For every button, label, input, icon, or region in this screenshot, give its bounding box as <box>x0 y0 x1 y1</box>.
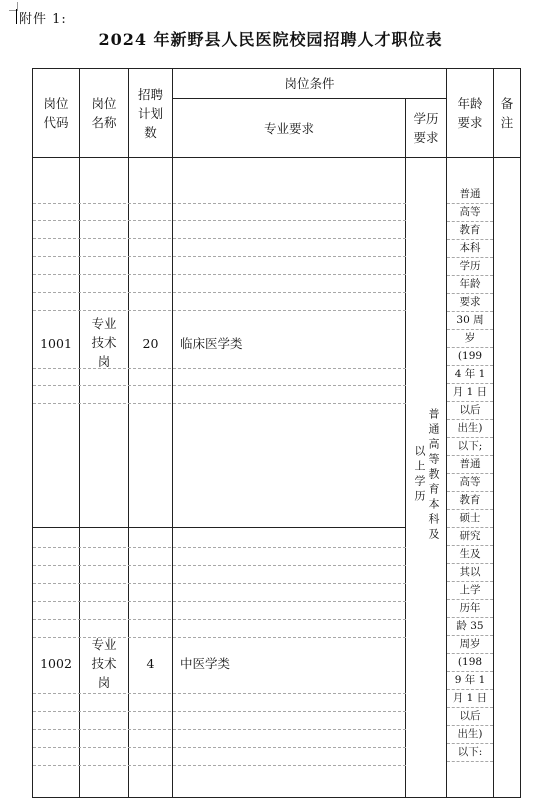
age-requirement-line: 学历 <box>459 260 481 272</box>
header-education: 学历 要求 <box>413 111 439 145</box>
age-requirement-line: 周岁 <box>459 638 481 650</box>
education-requirement-text: 普通高等教育本科及以上学历 <box>413 407 440 543</box>
attachment-label: 附件 1: <box>19 12 67 27</box>
age-requirement-line: 月 1 日 <box>452 386 488 398</box>
guide-line <box>33 729 406 730</box>
age-requirement-line: (199 <box>457 350 483 362</box>
age-requirement-line: 要求 <box>459 296 481 308</box>
text-cursor <box>16 9 17 24</box>
row1-plan-count: 20 <box>142 335 159 351</box>
age-requirement-line: 本科 <box>459 242 481 254</box>
age-requirement-line: 其以 <box>459 566 481 578</box>
age-requirement-line: 30 周 <box>456 314 484 326</box>
page-title: 2024 年新野县人民医院校园招聘人才职位表 <box>98 30 443 49</box>
row1-post-name: 专业 技术 岗 <box>91 315 117 369</box>
age-requirement-line: 9 年 1 <box>454 674 486 686</box>
guide-line <box>447 761 493 762</box>
row2-major: 中医学类 <box>180 655 231 671</box>
guide-line <box>33 583 406 584</box>
guide-line <box>33 601 406 602</box>
age-requirement-line: 普通 <box>459 188 481 200</box>
age-requirement-line: 上学 <box>459 584 481 596</box>
header-post-code: 岗位 代码 <box>43 96 69 130</box>
age-requirement-line: 4 年 1 <box>454 368 486 380</box>
age-requirement-line: 出生) <box>457 728 483 740</box>
header-post-name: 岗位 名称 <box>91 96 117 130</box>
guide-line <box>33 385 406 386</box>
age-requirement-line: 生及 <box>459 548 481 560</box>
row1-major: 临床医学类 <box>180 335 243 351</box>
guide-line <box>33 565 406 566</box>
col-border-2 <box>128 68 129 798</box>
row-divider <box>32 527 405 528</box>
education-requirement <box>406 405 446 545</box>
age-requirement-line: 岁 <box>464 332 476 344</box>
guide-line <box>33 711 406 712</box>
guide-line <box>33 693 406 694</box>
guide-line <box>33 403 406 404</box>
age-requirement-line: 教育 <box>459 224 481 236</box>
col-border-0 <box>32 68 33 798</box>
col-border-7 <box>520 68 521 798</box>
age-requirement-line: 研究 <box>459 530 481 542</box>
guide-line <box>33 747 406 748</box>
guide-line <box>33 238 406 239</box>
age-requirement-line: 以下: <box>457 746 483 758</box>
age-requirement-line: 普通 <box>459 458 481 470</box>
row1-code: 1001 <box>40 335 72 351</box>
guide-line <box>33 310 406 311</box>
col-border-6 <box>493 68 494 798</box>
age-requirement-line: 历年 <box>459 602 481 614</box>
header-remark: 备 注 <box>500 96 514 130</box>
age-requirement-line: 年龄 <box>459 278 481 290</box>
guide-line <box>33 256 406 257</box>
age-requirement-line: 高等 <box>459 206 481 218</box>
row2-plan-count: 4 <box>146 655 155 671</box>
guide-line <box>33 203 406 204</box>
age-requirement-line: 高等 <box>459 476 481 488</box>
guide-line <box>33 220 406 221</box>
guide-line <box>33 619 406 620</box>
row2-post-name: 专业 技术 岗 <box>91 636 117 690</box>
guide-line <box>33 765 406 766</box>
age-requirement-line: 以后 <box>459 710 481 722</box>
header-conditions: 岗位条件 <box>284 76 335 91</box>
header-bottom-border <box>32 157 521 158</box>
age-requirement-line: 以后 <box>459 404 481 416</box>
guide-line <box>33 292 406 293</box>
age-requirement-line: (198 <box>457 656 483 668</box>
col-border-3 <box>172 68 173 798</box>
header-age: 年龄 要求 <box>457 96 483 130</box>
age-requirement-line: 教育 <box>459 494 481 506</box>
guide-line <box>33 547 406 548</box>
age-requirement <box>447 185 493 775</box>
age-requirement-line: 以下; <box>457 440 483 452</box>
age-requirement-line: 硕士 <box>459 512 481 524</box>
header-plan-count: 招聘 计划 数 <box>137 86 163 140</box>
age-requirement-line: 月 1 日 <box>452 692 488 704</box>
age-requirement-line: 出生) <box>457 422 483 434</box>
age-requirement-line: 龄 35 <box>456 620 484 632</box>
row2-code: 1002 <box>40 655 72 671</box>
guide-line <box>33 274 406 275</box>
header-major: 专业要求 <box>263 120 314 136</box>
table-bottom-border <box>32 797 521 798</box>
